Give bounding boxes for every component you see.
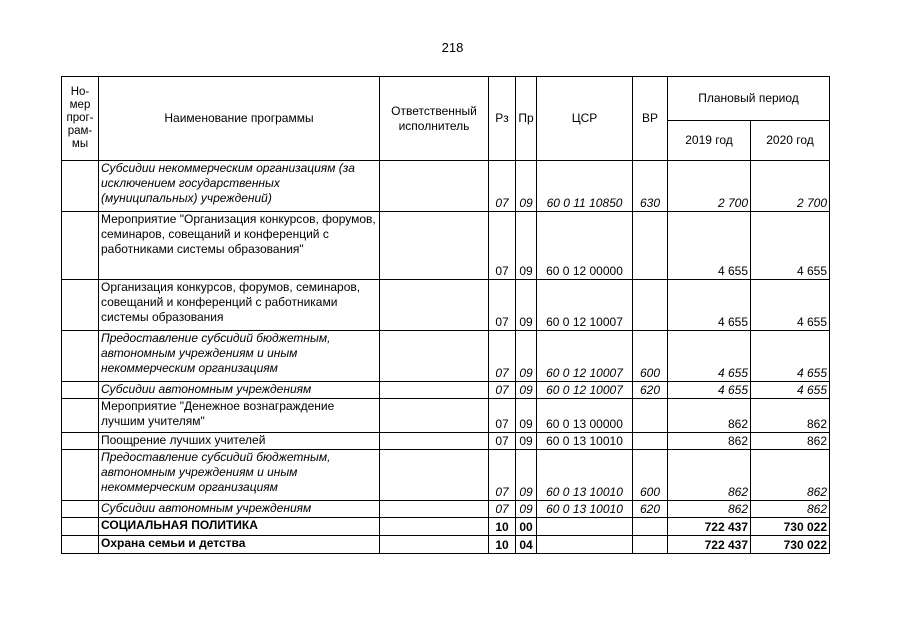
cell-vr: 600 (633, 331, 668, 382)
cell-csr: 60 0 13 10010 (537, 433, 633, 450)
cell-csr: 60 0 12 10007 (537, 382, 633, 399)
cell-rz: 10 (489, 536, 516, 554)
cell-program-name: Предоставление субсидий бюджетным, автономным учреждениям и иным некоммерческим организациям (99, 450, 380, 501)
cell-pr: 09 (516, 212, 537, 280)
table-header (62, 77, 830, 161)
cell-executor (380, 212, 489, 280)
cell-program-name: Мероприятие "Организация конкурсов, форумов, семинаров, совещаний и конференций с работниками системы образования" (99, 212, 380, 280)
cell-program-number (62, 161, 99, 212)
table-row (62, 399, 830, 433)
cell-vr (633, 280, 668, 331)
table-row (62, 433, 830, 450)
cell-executor (380, 433, 489, 450)
cell-amount-2019: 2 700 (668, 161, 751, 212)
cell-pr: 09 (516, 161, 537, 212)
budget-table (61, 76, 830, 554)
cell-program-name: Охрана семьи и детства (99, 536, 380, 554)
cell-program-number (62, 536, 99, 554)
cell-program-name: СОЦИАЛЬНАЯ ПОЛИТИКА (99, 518, 380, 536)
cell-pr: 09 (516, 382, 537, 399)
cell-program-number (62, 501, 99, 518)
cell-vr (633, 536, 668, 554)
cell-program-number (62, 450, 99, 501)
table-row (62, 382, 830, 399)
cell-pr: 09 (516, 399, 537, 433)
cell-pr: 09 (516, 433, 537, 450)
cell-amount-2020: 862 (751, 450, 830, 501)
header-plan-period: Плановый период (668, 77, 830, 121)
cell-vr: 620 (633, 501, 668, 518)
cell-executor (380, 536, 489, 554)
cell-executor (380, 450, 489, 501)
cell-program-name: Субсидии автономным учреждениям (99, 382, 380, 399)
cell-amount-2019: 722 437 (668, 536, 751, 554)
cell-rz: 07 (489, 433, 516, 450)
cell-amount-2020: 862 (751, 399, 830, 433)
cell-rz: 07 (489, 399, 516, 433)
cell-program-name: Организация конкурсов, форумов, семинаров, совещаний и конференций с работниками системы образования (99, 280, 380, 331)
cell-rz: 07 (489, 161, 516, 212)
cell-program-number (62, 382, 99, 399)
cell-program-number (62, 433, 99, 450)
cell-amount-2020: 862 (751, 433, 830, 450)
cell-csr: 60 0 13 00000 (537, 399, 633, 433)
cell-rz: 07 (489, 280, 516, 331)
cell-executor (380, 399, 489, 433)
header-program-number: Но- мер прог- рам- мы (62, 77, 99, 161)
table-row (62, 212, 830, 280)
cell-program-name: Субсидии некоммерческим организациям (за исключением государственных (муниципальных) учреждений) (99, 161, 380, 212)
cell-csr: 60 0 11 10850 (537, 161, 633, 212)
cell-program-number (62, 280, 99, 331)
page-number: 218 (441, 40, 464, 55)
cell-amount-2019: 862 (668, 450, 751, 501)
cell-rz: 10 (489, 518, 516, 536)
table-row (62, 518, 830, 536)
cell-amount-2020: 730 022 (751, 518, 830, 536)
cell-vr (633, 212, 668, 280)
cell-program-name: Поощрение лучших учителей (99, 433, 380, 450)
cell-amount-2020: 2 700 (751, 161, 830, 212)
cell-amount-2020: 730 022 (751, 536, 830, 554)
cell-pr: 04 (516, 536, 537, 554)
cell-rz: 07 (489, 382, 516, 399)
cell-csr (537, 536, 633, 554)
cell-pr: 09 (516, 501, 537, 518)
cell-pr: 09 (516, 280, 537, 331)
table-row (62, 280, 830, 331)
cell-program-number (62, 212, 99, 280)
cell-vr (633, 399, 668, 433)
cell-pr: 09 (516, 331, 537, 382)
table-body (62, 161, 830, 554)
cell-amount-2019: 4 655 (668, 280, 751, 331)
cell-vr: 630 (633, 161, 668, 212)
header-year-2020: 2020 год (751, 121, 830, 161)
cell-pr: 09 (516, 450, 537, 501)
cell-program-name: Предоставление субсидий бюджетным, автономным учреждениям и иным некоммерческим организациям (99, 331, 380, 382)
cell-pr: 00 (516, 518, 537, 536)
cell-amount-2019: 862 (668, 433, 751, 450)
cell-program-name: Мероприятие "Денежное вознаграждение лучшим учителям" (99, 399, 380, 433)
cell-executor (380, 161, 489, 212)
cell-executor (380, 382, 489, 399)
header-year-2019: 2019 год (668, 121, 751, 161)
header-rz: Рз (489, 77, 516, 161)
cell-csr: 60 0 13 10010 (537, 450, 633, 501)
cell-amount-2019: 722 437 (668, 518, 751, 536)
cell-vr (633, 433, 668, 450)
cell-amount-2019: 4 655 (668, 382, 751, 399)
cell-program-number (62, 399, 99, 433)
header-csr: ЦСР (537, 77, 633, 161)
cell-csr: 60 0 12 00000 (537, 212, 633, 280)
cell-amount-2019: 862 (668, 399, 751, 433)
cell-program-number (62, 518, 99, 536)
cell-rz: 07 (489, 450, 516, 501)
cell-executor (380, 501, 489, 518)
cell-vr: 600 (633, 450, 668, 501)
cell-executor (380, 280, 489, 331)
cell-vr (633, 518, 668, 536)
cell-amount-2019: 4 655 (668, 212, 751, 280)
cell-amount-2020: 4 655 (751, 382, 830, 399)
header-executor: Ответственный исполнитель (380, 77, 489, 161)
cell-rz: 07 (489, 212, 516, 280)
cell-rz: 07 (489, 501, 516, 518)
cell-csr: 60 0 13 10010 (537, 501, 633, 518)
table-row (62, 536, 830, 554)
cell-csr (537, 518, 633, 536)
cell-program-number (62, 331, 99, 382)
cell-amount-2019: 4 655 (668, 331, 751, 382)
cell-amount-2019: 862 (668, 501, 751, 518)
cell-executor (380, 331, 489, 382)
cell-rz: 07 (489, 331, 516, 382)
cell-program-name: Субсидии автономным учреждениям (99, 501, 380, 518)
cell-csr: 60 0 12 10007 (537, 331, 633, 382)
header-vr: ВР (633, 77, 668, 161)
header-pr: Пр (516, 77, 537, 161)
header-program-name: Наименование программы (99, 77, 380, 161)
table-row (62, 331, 830, 382)
cell-amount-2020: 4 655 (751, 212, 830, 280)
cell-vr: 620 (633, 382, 668, 399)
cell-executor (380, 518, 489, 536)
cell-amount-2020: 862 (751, 501, 830, 518)
table-row (62, 161, 830, 212)
cell-amount-2020: 4 655 (751, 280, 830, 331)
table-row (62, 501, 830, 518)
cell-amount-2020: 4 655 (751, 331, 830, 382)
table-row (62, 450, 830, 501)
cell-csr: 60 0 12 10007 (537, 280, 633, 331)
